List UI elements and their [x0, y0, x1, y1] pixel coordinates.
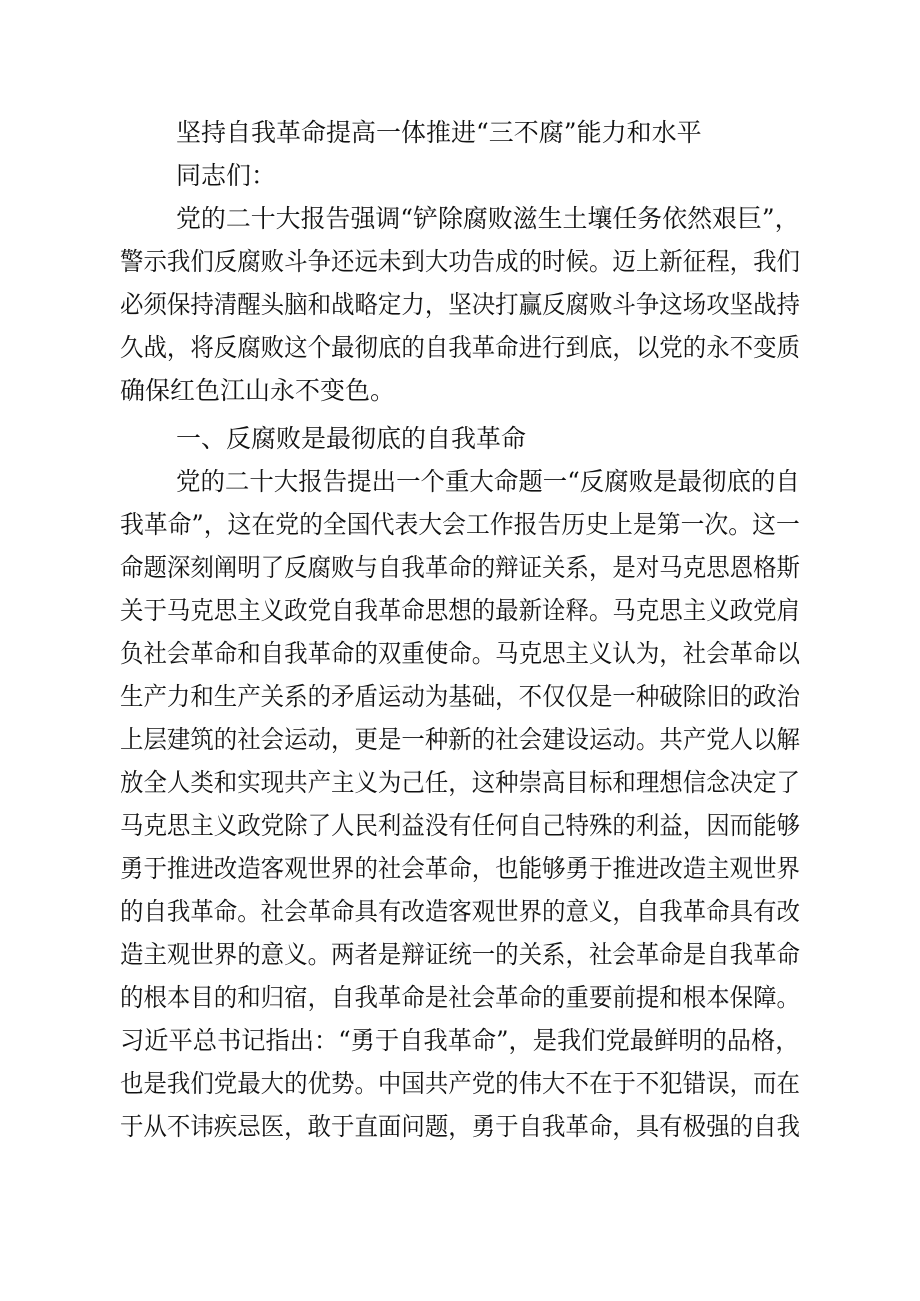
body-line-16: 于从不讳疾忌医，敢于直面问题，勇于自我革命，具有极强的自我: [120, 1112, 800, 1141]
body-line-8: 放全人类和实现共产主义为己任，这种崇高目标和理想信念决定了: [120, 768, 800, 797]
salutation: 同志们：: [176, 161, 277, 190]
intro-line-4: 久战，将反腐败这个最彻底的自我革命进行到底，以党的永不变质: [120, 333, 800, 362]
body-line-3: 命题深刻阐明了反腐败与自我革命的辩证关系，是对马克思恩格斯: [120, 553, 800, 582]
section-heading: 一、反腐败是最彻底的自我革命: [176, 424, 527, 453]
intro-line-3: 必须保持清醒头脑和战略定力，坚决打赢反腐败斗争这场攻坚战持: [120, 290, 800, 319]
body-line-2: 我革命”，这在党的全国代表大会工作报告历史上是第一次。这一: [120, 510, 800, 539]
body-line-11: 的自我革命。社会革命具有改造客观世界的意义，自我革命具有改: [120, 897, 800, 926]
body-line-9: 马克思主义政党除了人民利益没有任何自己特殊的利益，因而能够: [120, 811, 800, 840]
body-line-14: 习近平总书记指出：“勇于自我革命”，是我们党最鲜明的品格，: [120, 1026, 800, 1055]
body-line-6: 生产力和生产关系的矛盾运动为基础，不仅仅是一种破除旧的政治: [120, 682, 800, 711]
body-line-13: 的根本目的和归宿，自我革命是社会革命的重要前提和根本保障。: [120, 983, 800, 1012]
document-title: 坚持自我革命提高一体推进“三不腐”能力和水平: [176, 118, 702, 147]
intro-line-1: 党的二十大报告强调“铲除腐败滋生土壤任务依然艰巨”，: [176, 204, 800, 233]
body-line-15: 也是我们党最大的优势。中国共产党的伟大不在于不犯错误，而在: [120, 1069, 800, 1098]
body-line-7: 上层建筑的社会运动，更是一种新的社会建设运动。共产党人以解: [120, 725, 800, 754]
body-line-12: 造主观世界的意义。两者是辩证统一的关系，社会革命是自我革命: [120, 940, 800, 969]
body-line-5: 负社会革命和自我革命的双重使命。马克思主义认为，社会革命以: [120, 639, 800, 668]
body-line-4: 关于马克思主义政党自我革命思想的最新诠释。马克思主义政党肩: [120, 596, 800, 625]
body-line-1: 党的二十大报告提出一个重大命题一“反腐败是最彻底的自: [176, 467, 800, 496]
intro-line-2: 警示我们反腐败斗争还远未到大功告成的时候。迈上新征程，我们: [120, 247, 800, 276]
intro-line-5: 确保红色江山永不变色。: [120, 376, 396, 405]
body-line-10: 勇于推进改造客观世界的社会革命，也能够勇于推进改造主观世界: [120, 854, 800, 883]
